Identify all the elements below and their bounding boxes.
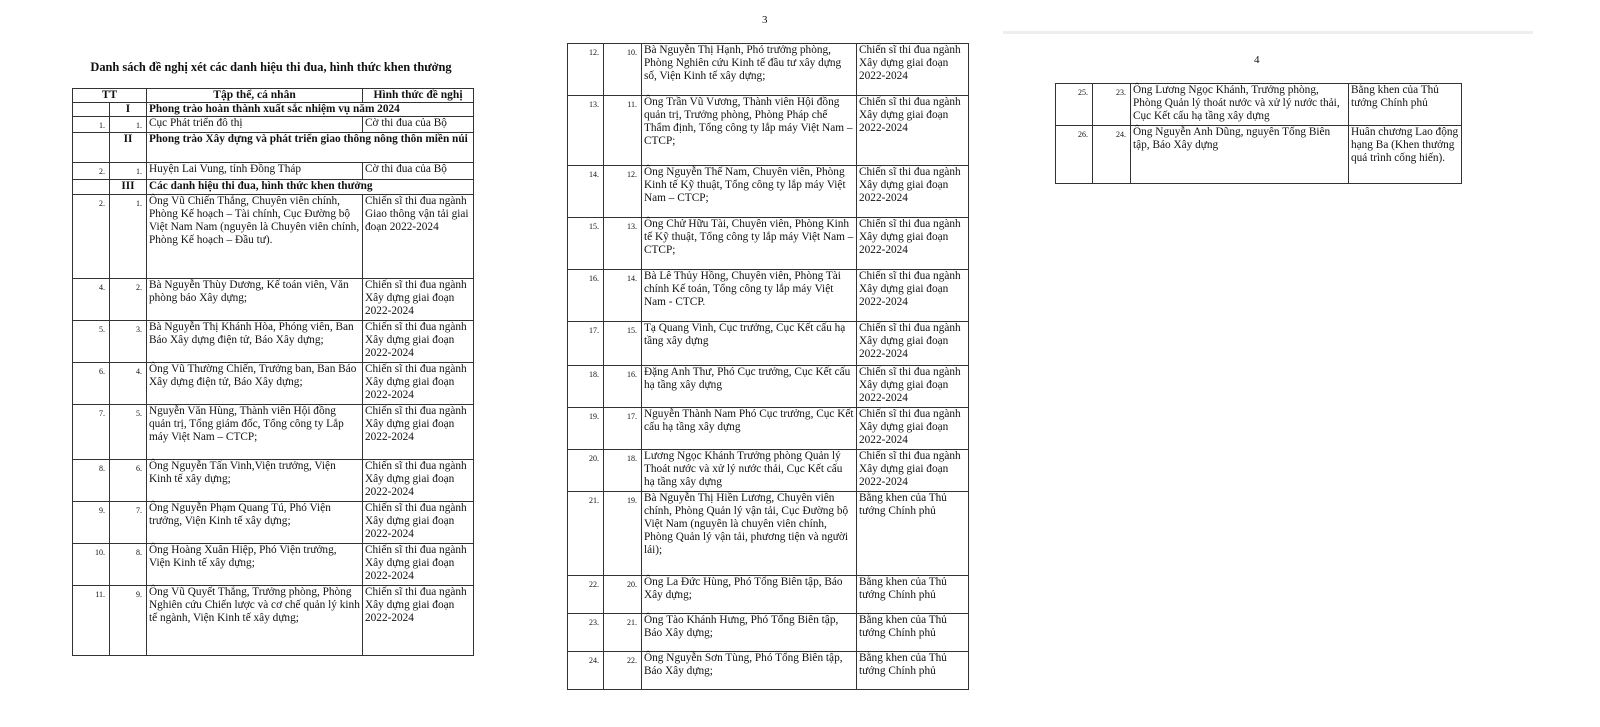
section-number: II (110, 133, 147, 163)
row-section-number: 17. (604, 408, 642, 450)
row-overall-number: 11. (73, 586, 110, 656)
row-nominee: Ông Hoàng Xuân Hiệp, Phó Viện trưởng, Viện Kinh tế xây dựng; (147, 544, 363, 586)
row-overall-number: 1. (73, 117, 110, 133)
row-nominee: Đặng Anh Thư, Phó Cục trưởng, Cục Kết cấu hạ tầng xây dựng (642, 366, 857, 408)
table-row (73, 195, 474, 279)
row-nominee: Ông Nguyễn Thế Nam, Chuyên viên, Phòng Kinh tế Kỹ thuật, Tổng công ty lắp máy Việt Nam – CTCP; (642, 166, 857, 218)
table-row (568, 450, 969, 492)
awards-table-page-3 (567, 43, 969, 690)
row-nominee: Bà Nguyễn Thị Hạnh, Phó trưởng phòng, Phòng Nghiên cứu Kinh tế đầu tư xây dựng số, Viện Kinh tế xây dựng; (642, 44, 857, 96)
row-award-form: Chiến sĩ thi đua ngành Xây dựng giai đoạn 2022-2024 (857, 218, 969, 270)
row-section-number: 24. (1093, 126, 1131, 184)
row-nominee: Ông Chử Hữu Tài, Chuyên viên, Phòng Kinh tế Kỹ thuật, Tổng công ty lắp máy Việt Nam – CTCP; (642, 218, 857, 270)
row-nominee: Tạ Quang Vinh, Cục trưởng, Cục Kết cấu hạ tầng xây dựng (642, 322, 857, 366)
row-award-form: Chiến sĩ thi đua ngành Xây dựng giai đoạn 2022-2024 (857, 408, 969, 450)
row-overall-number: 9. (73, 502, 110, 544)
row-nominee: Ông Tào Khánh Hưng, Phó Tổng Biên tập, Báo Xây dựng; (642, 614, 857, 652)
row-empty-cell (73, 103, 110, 117)
row-section-number: 21. (604, 614, 642, 652)
row-section-number: 20. (604, 576, 642, 614)
row-overall-number: 8. (73, 460, 110, 502)
row-award-form: Chiến sĩ thi đua ngành Xây dựng giai đoạn 2022-2024 (363, 544, 474, 586)
awards-table-page-1 (72, 88, 474, 656)
row-section-number: 18. (604, 450, 642, 492)
row-nominee: Ông Vũ Chiến Thắng, Chuyên viên chính, Phòng Kế hoạch – Tài chính, Cục Đường bộ Việt Nam Nam (nguyên là Chuyên viên chính, Phòng Kế hoạch – Đầu tư). (147, 195, 363, 279)
row-section-number: 22. (604, 652, 642, 690)
row-overall-number: 10. (73, 544, 110, 586)
table-row (73, 279, 474, 321)
row-section-number: 3. (110, 321, 147, 363)
row-nominee: Bà Nguyễn Thị Khánh Hòa, Phóng viên, Ban Báo Xây dựng điện tử, Báo Xây dựng; (147, 321, 363, 363)
row-award-form: Chiến sĩ thi đua ngành Giao thông vận tải giai đoạn 2022-2024 (363, 195, 474, 279)
row-nominee: Ông Vũ Quyết Thắng, Trưởng phòng, Phòng Nghiên cứu Chiến lược và cơ chế quản lý kinh tế ngành, Viện Kinh tế xây dựng; (147, 586, 363, 656)
row-overall-number: 14. (568, 166, 604, 218)
row-section-number: 2. (110, 279, 147, 321)
table-row (568, 576, 969, 614)
row-award-form: Chiến sĩ thi đua ngành Xây dựng giai đoạn 2022-2024 (363, 460, 474, 502)
row-section-number: 5. (110, 405, 147, 460)
row-overall-number: 7. (73, 405, 110, 460)
table-row (568, 492, 969, 576)
table-row (73, 460, 474, 502)
table-row (73, 544, 474, 586)
table-row (568, 322, 969, 366)
row-nominee: Ông La Đức Hùng, Phó Tổng Biên tập, Báo Xây dựng; (642, 576, 857, 614)
row-nominee: Ông Lương Ngọc Khánh, Trưởng phòng, Phòng Quản lý thoát nước và xử lý nước thải, Cục Kết cấu hạ tầng xây dựng (1131, 84, 1349, 126)
header-form: Hình thức đề nghị (363, 89, 474, 103)
row-section-number: 1. (110, 163, 147, 180)
row-overall-number: 24. (568, 652, 604, 690)
page-number-4: 4 (1254, 54, 1260, 66)
table-row (73, 321, 474, 363)
row-nominee: Ông Nguyễn Sơn Tùng, Phó Tổng Biên tập, Báo Xây dựng; (642, 652, 857, 690)
row-award-form: Cờ thi đua của Bộ (363, 163, 474, 180)
row-award-form: Chiến sĩ thi đua ngành Xây dựng giai đoạn 2022-2024 (363, 405, 474, 460)
row-overall-number: 6. (73, 363, 110, 405)
section-number: III (110, 180, 147, 195)
row-award-form: Chiến sĩ thi đua ngành Xây dựng giai đoạn 2022-2024 (857, 270, 969, 322)
table-row (568, 270, 969, 322)
page-top-rule (1003, 31, 1533, 34)
row-overall-number: 13. (568, 96, 604, 166)
page-number-3: 3 (762, 14, 768, 26)
row-award-form: Bằng khen của Thủ tướng Chính phủ (857, 652, 969, 690)
row-award-form: Chiến sĩ thi đua ngành Xây dựng giai đoạn 2022-2024 (857, 44, 969, 96)
row-award-form: Bằng khen của Thủ tướng Chính phủ (857, 492, 969, 576)
table-row (568, 96, 969, 166)
table-row (73, 117, 474, 133)
row-award-form: Chiến sĩ thi đua ngành Xây dựng giai đoạn 2022-2024 (857, 366, 969, 408)
row-overall-number: 2. (73, 163, 110, 180)
row-overall-number: 25. (1056, 84, 1093, 126)
row-award-form: Huân chương Lao động hạng Ba (Khen thưởng quá trình cống hiến). (1349, 126, 1462, 184)
table-row (73, 363, 474, 405)
table-row (568, 218, 969, 270)
table-row (568, 366, 969, 408)
row-nominee: Ông Nguyễn Tấn Vinh,Viện trưởng, Viện Kinh tế xây dựng; (147, 460, 363, 502)
row-award-form: Chiến sĩ thi đua ngành Xây dựng giai đoạn 2022-2024 (363, 502, 474, 544)
header-tt: TT (73, 89, 147, 103)
table-row (1056, 126, 1462, 184)
row-award-form: Chiến sĩ thi đua ngành Xây dựng giai đoạn 2022-2024 (857, 450, 969, 492)
row-section-number: 11. (604, 96, 642, 166)
row-overall-number: 18. (568, 366, 604, 408)
row-nominee: Ông Vũ Thường Chiến, Trưởng ban, Ban Báo Xây dựng điện tử, Báo Xây dựng; (147, 363, 363, 405)
row-nominee: Huyện Lai Vung, tỉnh Đồng Tháp (147, 163, 363, 180)
row-section-number: 10. (604, 44, 642, 96)
row-section-number: 8. (110, 544, 147, 586)
section-title: Các danh hiệu thi đua, hình thức khen thưởng (147, 180, 474, 195)
row-award-form: Chiến sĩ thi đua ngành Xây dựng giai đoạn 2022-2024 (857, 322, 969, 366)
row-section-number: 15. (604, 322, 642, 366)
row-nominee: Bà Nguyễn Thùy Dương, Kế toán viên, Văn phòng báo Xây dựng; (147, 279, 363, 321)
row-award-form: Chiến sĩ thi đua ngành Xây dựng giai đoạn 2022-2024 (363, 321, 474, 363)
table-row (73, 405, 474, 460)
table-row (73, 502, 474, 544)
row-overall-number: 5. (73, 321, 110, 363)
row-nominee: Ông Nguyễn Phạm Quang Tú, Phó Viện trưởng, Viện Kinh tế xây dựng; (147, 502, 363, 544)
row-nominee: Bà Lê Thủy Hồng, Chuyên viên, Phòng Tài chính Kế toán, Tổng công ty lắp máy Việt Nam - CTCP. (642, 270, 857, 322)
row-nominee: Nguyễn Thành Nam Phó Cục trưởng, Cục Kết cấu hạ tầng xây dựng (642, 408, 857, 450)
row-award-form: Chiến sĩ thi đua ngành Xây dựng giai đoạn 2022-2024 (363, 586, 474, 656)
table-row (73, 586, 474, 656)
section-row (73, 103, 474, 117)
row-award-form: Chiến sĩ thi đua ngành Xây dựng giai đoạn 2022-2024 (857, 96, 969, 166)
table-row (568, 166, 969, 218)
row-section-number: 4. (110, 363, 147, 405)
row-section-number: 14. (604, 270, 642, 322)
row-section-number: 19. (604, 492, 642, 576)
row-section-number: 13. (604, 218, 642, 270)
row-section-number: 16. (604, 366, 642, 408)
row-overall-number: 4. (73, 279, 110, 321)
document-title: Danh sách đề nghị xét các danh hiệu thi đua, hình thức khen thưởng (90, 60, 452, 74)
row-nominee: Nguyễn Văn Hùng, Thành viên Hội đồng quản trị, Tổng giám đốc, Tổng công ty Lắp máy Việt Nam – CTCP; (147, 405, 363, 460)
section-row (73, 180, 474, 195)
row-nominee: Ông Nguyễn Anh Dũng, nguyên Tổng Biên tập, Báo Xây dựng (1131, 126, 1349, 184)
row-nominee: Lương Ngọc Khánh Trưởng phòng Quản lý Thoát nước và xử lý nước thải, Cục Kết cấu hạ tầng xây dựng (642, 450, 857, 492)
section-title: Phong trào Xây dựng và phát triển giao thông nông thôn miền núi (147, 133, 474, 163)
row-section-number: 6. (110, 460, 147, 502)
row-overall-number: 17. (568, 322, 604, 366)
row-award-form: Bằng khen của Thủ tướng Chính phủ (1349, 84, 1462, 126)
row-award-form: Chiến sĩ thi đua ngành Xây dựng giai đoạn 2022-2024 (857, 166, 969, 218)
table-row (568, 408, 969, 450)
row-overall-number: 2. (73, 195, 110, 279)
row-award-form: Cờ thi đua của Bộ (363, 117, 474, 133)
row-overall-number: 20. (568, 450, 604, 492)
row-section-number: 1. (110, 117, 147, 133)
row-award-form: Chiến sĩ thi đua ngành Xây dựng giai đoạn 2022-2024 (363, 363, 474, 405)
row-section-number: 9. (110, 586, 147, 656)
row-empty-cell (73, 180, 110, 195)
section-row (73, 133, 474, 163)
row-award-form: Bằng khen của Thủ tướng Chính phủ (857, 576, 969, 614)
row-section-number: 7. (110, 502, 147, 544)
row-overall-number: 16. (568, 270, 604, 322)
row-section-number: 1. (110, 195, 147, 279)
table-row (568, 44, 969, 96)
table-row (1056, 84, 1462, 126)
row-nominee: Cục Phát triển đô thị (147, 117, 363, 133)
section-number: I (110, 103, 147, 117)
header-name: Tập thể, cá nhân (147, 89, 363, 103)
row-overall-number: 26. (1056, 126, 1093, 184)
row-overall-number: 19. (568, 408, 604, 450)
table-row (568, 652, 969, 690)
table-row (73, 163, 474, 180)
table-header-row (73, 89, 474, 103)
row-overall-number: 12. (568, 44, 604, 96)
awards-table-page-4 (1055, 83, 1462, 184)
section-title: Phong trào hoàn thành xuất sắc nhiệm vụ năm 2024 (147, 103, 474, 117)
row-award-form: Chiến sĩ thi đua ngành Xây dựng giai đoạn 2022-2024 (363, 279, 474, 321)
row-overall-number: 21. (568, 492, 604, 576)
row-overall-number: 23. (568, 614, 604, 652)
row-nominee: Ông Trần Vũ Vương, Thành viên Hội đồng quản trị, Trưởng phòng, Phòng Pháp chế Thẩm định, Tổng công ty lắp máy Việt Nam – CTCP; (642, 96, 857, 166)
row-overall-number: 22. (568, 576, 604, 614)
row-award-form: Bằng khen của Thủ tướng Chính phủ (857, 614, 969, 652)
row-section-number: 23. (1093, 84, 1131, 126)
row-nominee: Bà Nguyễn Thị Hiền Lương, Chuyên viên chính, Phòng Quản lý vận tải, Cục Đường bộ Việt Nam (nguyên là chuyên viên chính, Phòng Quản lý vận tải, phương tiện và người lái); (642, 492, 857, 576)
row-empty-cell (73, 133, 110, 163)
row-section-number: 12. (604, 166, 642, 218)
table-row (568, 614, 969, 652)
row-overall-number: 15. (568, 218, 604, 270)
